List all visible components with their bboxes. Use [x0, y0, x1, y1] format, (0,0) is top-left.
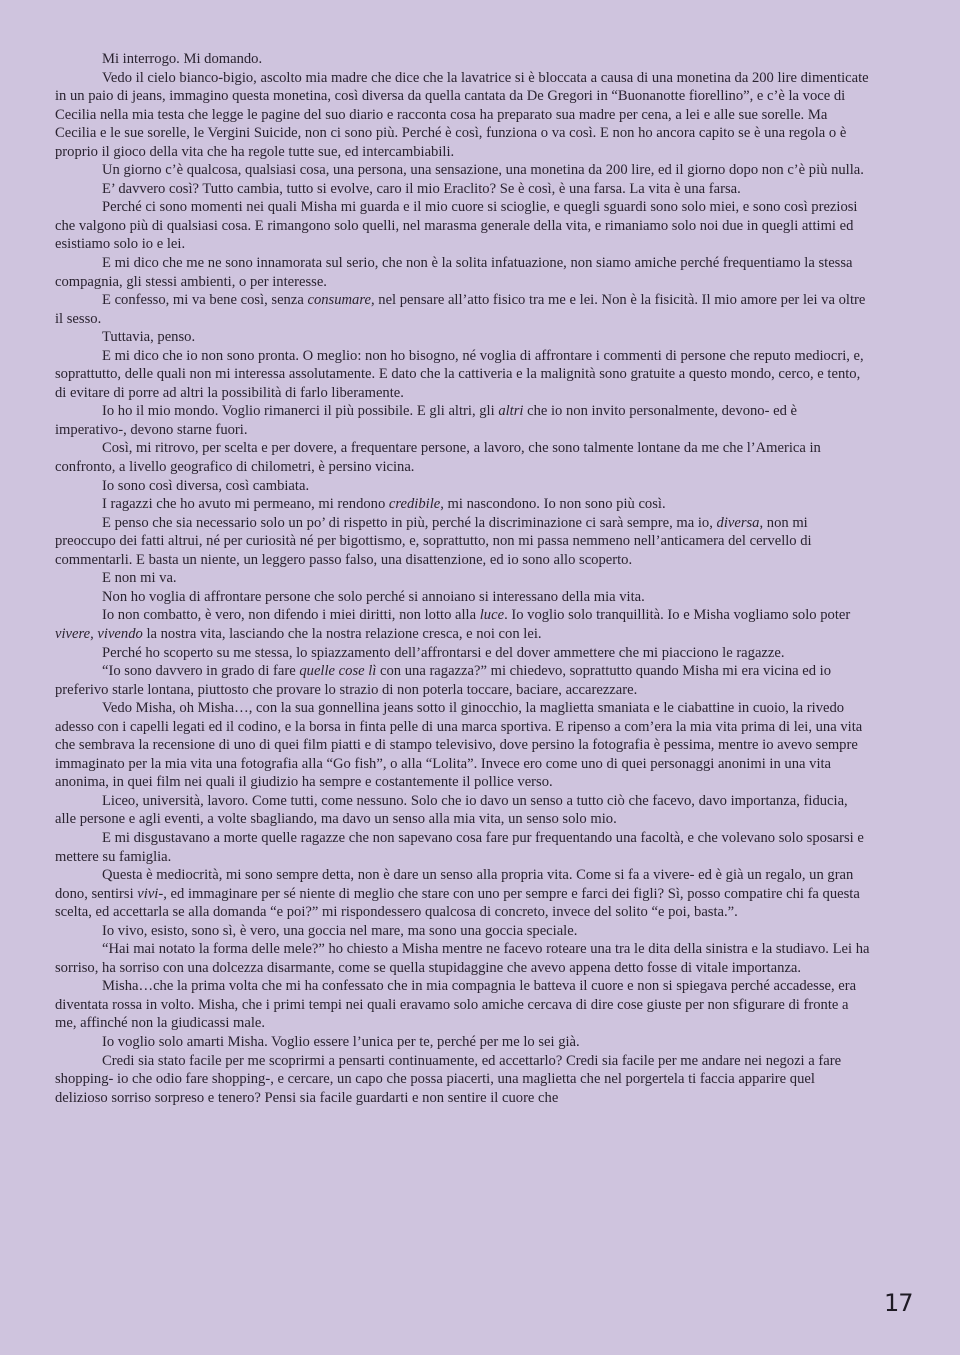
- paragraph: [55, 1033, 870, 1052]
- paragraph-text: , nel pensare all’atto fisico tra me e lei. Non è la fisicità. Il mio amore per lei va oltre il sesso.: [55, 292, 866, 327]
- paragraph-text: Non ho voglia di affrontare persone che solo perché si annoiano si interessano della mia vita.: [102, 588, 645, 605]
- paragraph-text: , mi nascondono. Io non sono più così.: [440, 496, 666, 513]
- paragraph: [55, 644, 870, 663]
- paragraph-text: E confesso, mi va bene così, senza: [102, 292, 308, 309]
- emphasis-text: vivi-: [137, 885, 164, 902]
- emphasis-text: quelle cose lì: [299, 663, 377, 680]
- paragraph: [55, 866, 870, 922]
- paragraph-text: Perché ho scoperto su me stessa, lo spiazzamento dell’affrontarsi e del dover ammettere che mi piacciono le ragazze.: [102, 644, 785, 661]
- paragraph-text: Credi sia stato facile per me scoprirmi a pensarti continuamente, ed accettarlo? Credi sia facile per me andare nei negozi a fare shopping- io che odio fare shopping-, e cercare, un capo che possa piacerti, una maglietta che nel porgertela ti faccia apparire quel delizioso sorriso sorpreso e tenero? Pensi sia facile guardarti e non sentire il cuore che: [55, 1052, 842, 1106]
- paragraph: [55, 662, 870, 699]
- paragraph: [55, 328, 870, 347]
- paragraph-text: Vedo il cielo bianco-bigio, ascolto mia madre che dice che la lavatrice si è bloccata a causa di una monetina da 200 lire dimenticate in un paio di jeans, immagino questa monetina, così diversa da quella cantata da De Gregori in “Buonanotte fiorellino”, e c’è la voce di Cecilia nella mia testa che legge le pagine del suo diario e racconta cosa ha preparato sua madre per cena, a lei e alle sue sorelle. Ma Cecilia e le sue sorelle, le Vergini Suicide, non ci sono più. Perché è così, funziona o va così. E non ho ancora capito se è una regola o è proprio il gioco della vita che ha regole tutte sue, ed intercambiabili.: [55, 69, 869, 160]
- paragraph: [55, 439, 870, 476]
- paragraph-text: E penso che sia necessario solo un po’ di rispetto in più, perché la discriminazione ci sarà sempre, ma io,: [102, 514, 717, 531]
- paragraph: [55, 569, 870, 588]
- paragraph-text: Io ho il mio mondo. Voglio rimanerci il più possibile. E gli altri, gli: [102, 403, 499, 420]
- paragraph: [55, 347, 870, 403]
- paragraph-text: Perché ci sono momenti nei quali Misha mi guarda e il mio cuore si scioglie, e quegli sguardi sono solo miei, e sono così preziosi che valgono più di qualsiasi cosa. E rimangono solo quelli, nel marasma generale della vita, e rimaniamo solo noi due in quegli attimi ed esistiamo solo io e lei.: [55, 199, 858, 253]
- paragraph-text: . Io voglio solo tranquillità. Io e Misha vogliamo solo poter: [504, 607, 851, 624]
- paragraph: [55, 829, 870, 866]
- paragraph-text: E mi disgustavano a morte quelle ragazze che non sapevano cosa fare pur frequentando una facoltà, e che volevano solo sposarsi e mettere su famiglia.: [55, 829, 864, 865]
- paragraph-text: Un giorno c’è qualcosa, qualsiasi cosa, una persona, una sensazione, una monetina da 200 lire, ed il giorno dopo non c’è più nulla.: [102, 162, 864, 179]
- paragraph-text: Questa è mediocrità, mi sono sempre detta, non è dare un senso alla propria vita. Come si fa a vivere- ed è già un regalo, un gran dono, sentirsi: [55, 867, 854, 902]
- paragraph-text: E mi dico che me ne sono innamorata sul serio, che non è la solita infatuazione, non siamo amiche perché frequentiamo la stessa compagnia, gli stessi ambienti, o per interesse.: [55, 255, 853, 290]
- body-text: [55, 50, 870, 1107]
- paragraph-text: “Hai mai notato la forma delle mele?” ho chiesto a Misha mentre ne facevo roteare una tra le dita della sinistra e la studiavo. Lei ha sorriso, ha sorriso con una dolcezza disarmante, come se quella stupidaggine che avevo appena detto fosse di vitale importanza.: [55, 941, 870, 976]
- paragraph-text: Io vivo, esisto, sono sì, è vero, una goccia nel mare, ma sono una goccia speciale.: [102, 922, 578, 939]
- paragraph: [55, 1052, 870, 1108]
- paragraph: [55, 588, 870, 607]
- paragraph: [55, 198, 870, 254]
- paragraph-text: ,: [90, 625, 98, 642]
- paragraph-text: che io non invito personalmente, devono- ed è imperativo-, devono starne fuori.: [55, 403, 798, 438]
- paragraph-text: Vedo Misha, oh Misha…, con la sua gonnellina jeans sotto il ginocchio, la maglietta smaniata e le ciabattine in cuoio, la rivedo adesso con i capelli legati ed il codino, e la borsa in finta pelle di una marca sportiva. E ripenso a com’era la mia vita prima di lei, una vita che sembrava la recensione di uno di quei film piatti e di stampo televisivo, dove persino la fotografia è pessima, mentre io avevo sempre immaginato per la mia vita una fotografia alla “Go fish”, o alla “Lolita”. Invece ero come uno di quei personaggi anonimi in una vita anonima, in quei film nei quali il giudizio ha sempre e costantemente il pollice verso.: [55, 700, 863, 791]
- paragraph: [55, 977, 870, 1033]
- paragraph: [55, 940, 870, 977]
- paragraph: [55, 514, 870, 570]
- emphasis-text: vivendo: [97, 625, 143, 642]
- paragraph-text: Io sono così diversa, così cambiata.: [102, 477, 310, 494]
- emphasis-text: diversa: [716, 514, 760, 531]
- paragraph-text: I ragazzi che ho avuto mi permeano, mi rendono: [102, 496, 389, 513]
- paragraph: [55, 50, 870, 69]
- paragraph-text: E non mi va.: [102, 570, 177, 587]
- paragraph: [55, 180, 870, 199]
- paragraph: [55, 477, 870, 496]
- paragraph: [55, 495, 870, 514]
- paragraph-text: Io non combatto, è vero, non difendo i miei diritti, non lotto alla: [102, 607, 480, 624]
- paragraph-text: “Io sono davvero in grado di fare: [102, 663, 300, 680]
- paragraph-text: , non mi preoccupo dei fatti altrui, né per curiosità né per bigottismo, e, soprattutto, non mi passa nemmeno nell’anticamera del cervello di commentarli. E basta un niente, un leggero passo falso, una disattenzione, ed io sono allo scoperto.: [55, 514, 812, 568]
- paragraph: [55, 254, 870, 291]
- paragraph: [55, 699, 870, 792]
- paragraph-text: , ed immaginare per sé niente di meglio che stare con uno per sempre e farci dei figli? Sì, posso compatire chi fa questa scelta, ed accettarla se alla domanda “e poi?” mi rispondessero qualcosa di concreto, invece del solito “e poi, basta.”.: [55, 885, 860, 921]
- emphasis-text: luce: [479, 607, 505, 624]
- paragraph-text: con una ragazza?” mi chiedevo, soprattutto quando Misha mi era vicina ed io preferivo starle lontana, piuttosto che provare lo strazio di non poterla toccare, baciare, accarezzare.: [55, 663, 832, 698]
- paragraph-text: Così, mi ritrovo, per scelta e per dovere, a frequentare persone, a lavoro, che sono talmente lontane da me che l’America in confronto, a livello geografico di chilometri, è persino vicina.: [55, 440, 821, 476]
- paragraph: [55, 291, 870, 328]
- paragraph-text: la nostra vita, lasciando che la nostra relazione cresca, e noi con lei.: [142, 625, 542, 642]
- emphasis-text: credibile: [388, 496, 441, 513]
- paragraph-text: Mi interrogo. Mi domando.: [102, 51, 263, 67]
- paragraph: [55, 402, 870, 439]
- emphasis-text: vivere: [55, 625, 91, 642]
- paragraph-text: Tuttavia, penso.: [102, 329, 196, 346]
- emphasis-text: consumare: [307, 292, 371, 309]
- paragraph-text: E mi dico che io non sono pronta. O meglio: non ho bisogno, né voglia di affrontare i commenti di persone che reputo mediocri, e, soprattutto, delle quali non mi interessa assolutamente. E dato che la cattiveria e la malignità sono gratuite a questo mondo, cerco, e tento, di evitare di porre ad altri la possibilità di farlo liberamente.: [55, 347, 864, 401]
- paragraph: [55, 69, 870, 162]
- paragraph: [55, 792, 870, 829]
- paragraph-text: Liceo, università, lavoro. Come tutti, come nessuno. Solo che io davo un senso a tutto ciò che facevo, davo importanza, fiducia, alle persone e agli eventi, a volte sbagliando, ma davo un senso alla mia vita, un senso solo mio.: [55, 792, 848, 828]
- paragraph-text: Io voglio solo amarti Misha. Voglio essere l’unica per te, perché per me lo sei già.: [102, 1033, 580, 1050]
- paragraph-text: E’ davvero così? Tutto cambia, tutto si evolve, caro il mio Eraclito? Se è così, è una farsa. La vita è una farsa.: [102, 180, 741, 197]
- paragraph: [55, 161, 870, 180]
- emphasis-text: altri: [498, 403, 524, 420]
- paragraph: [55, 606, 870, 643]
- paragraph-text: Misha…che la prima volta che mi ha confessato che in mia compagnia le batteva il cuore e non si spiegava perché accadesse, era diventata rossa in volto. Misha, che i primi tempi nei quali eravamo solo amiche cercava di dire cose giuste per non sfigurare di fronte a me, affinché non la giudicassi male.: [55, 978, 857, 1032]
- paragraph: [55, 922, 870, 941]
- page-number: 17: [884, 1289, 913, 1317]
